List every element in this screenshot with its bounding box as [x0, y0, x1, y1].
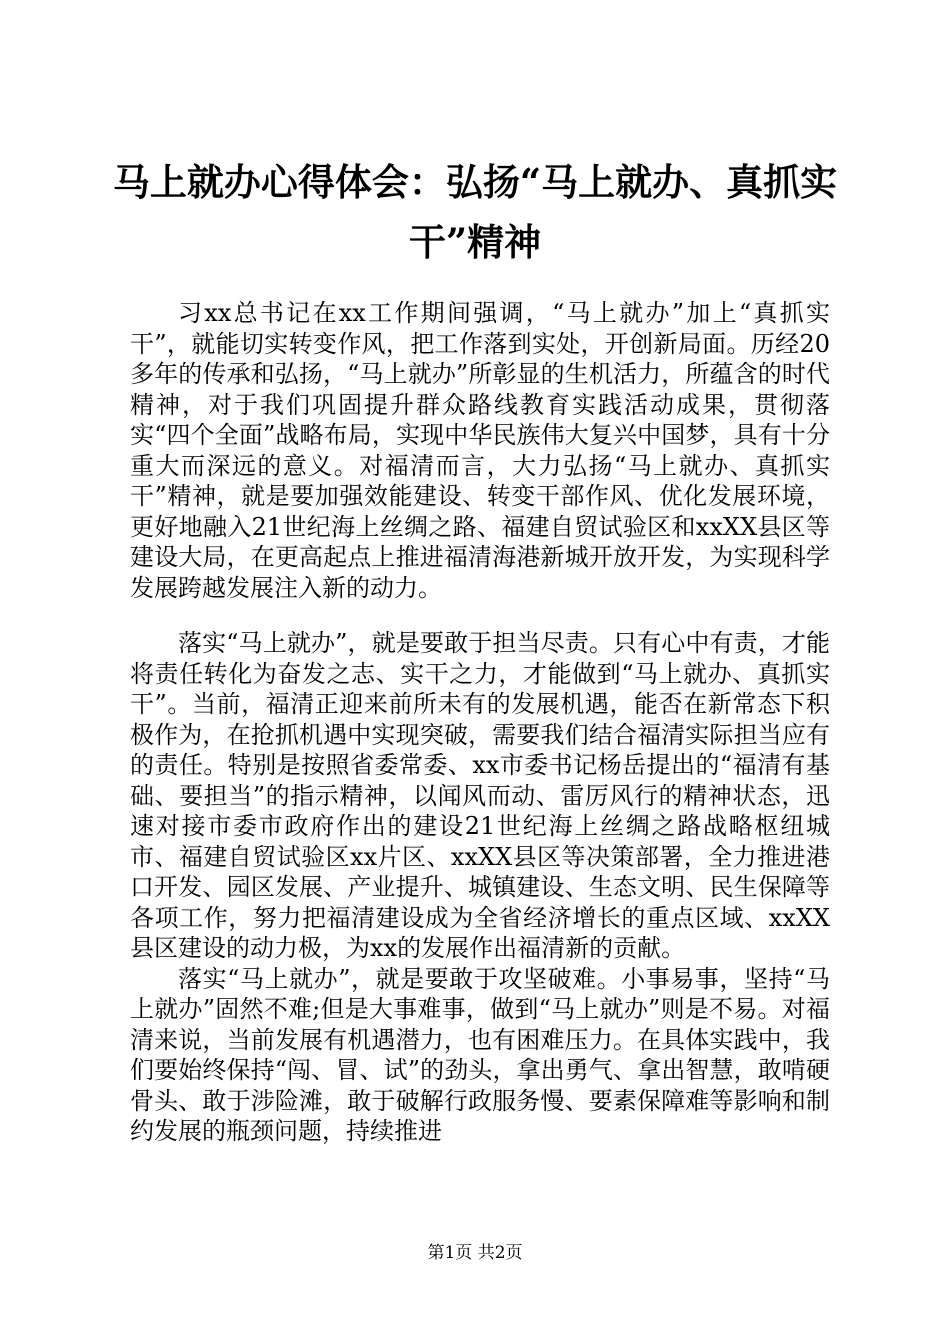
paragraph-3: 落实“马上就办”，就是要敢于攻坚破难。小事易事，坚持“马上就办”固然不难;但是大事难事，做到“马上就办”则是不易。对福清来说，当前发展有机遇潜力，也有困难压力。在具体实践中，我们要始终保持“闯、冒、试”的劲头，拿出勇气、拿出智慧，敢啃硬骨头、敢于涉险滩，敢于破解行政服务慢、要素保障难等影响和制约发展的瓶颈问题，持续推进 [130, 964, 830, 1145]
paragraph-2: 落实“马上就办”，就是要敢于担当尽责。只有心中有责，才能将责任转化为奋发之志、实干之力，才能做到“马上就办、真抓实干”。当前，福清正迎来前所未有的发展机遇，能否在新常态下积极作为，在抢抓机遇中实现突破，需要我们结合福清实际担当应有的责任。特别是按照省委常委、xx市委书记杨岳提出的“福清有基础、要担当”的指示精神，以闻风而动、雷厉风行的精神状态，迅速对接市委市政府作出的建设21世纪海上丝绸之路战略枢纽城市、福建自贸试验区xx片区、xxXX县区等决策部署，全力推进港口开发、园区发展、产业提升、城镇建设、生态文明、民生保障等各项工作，努力把福清建设成为全省经济增长的重点区域、xxXX县区建设的动力极，为xx的发展作出福清新的贡献。 [130, 629, 830, 962]
document-title-line-2: 干”精神 [408, 220, 542, 264]
document-title-line-1: 马上就办心得体会：弘扬“马上就办、真抓实 [112, 160, 838, 204]
document-body [130, 298, 830, 1147]
page-number-footer: 第1页 共2页 [427, 1243, 523, 1263]
paragraph-1: 习xx总书记在xx工作期间强调，“马上就办”加上“真抓实干”，就能切实转变作风，把工作落到实处，开创新局面。历经20多年的传承和弘扬，“马上就办”所彰显的生机活力，所蕴含的时代精神，对于我们巩固提升群众路线教育实践活动成果，贯彻落实“四个全面”战略布局，实现中华民族伟大复兴中国梦，具有十分重大而深远的意义。对福清而言，大力弘扬“马上就办、真抓实干”精神，就是要加强效能建设、转变干部作风、优化发展环境，更好地融入21世纪海上丝绸之路、福建自贸试验区和xxXX县区等建设大局，在更高起点上推进福清海港新城开放开发，为实现科学发展跨越发展注入新的动力。 [130, 299, 830, 602]
